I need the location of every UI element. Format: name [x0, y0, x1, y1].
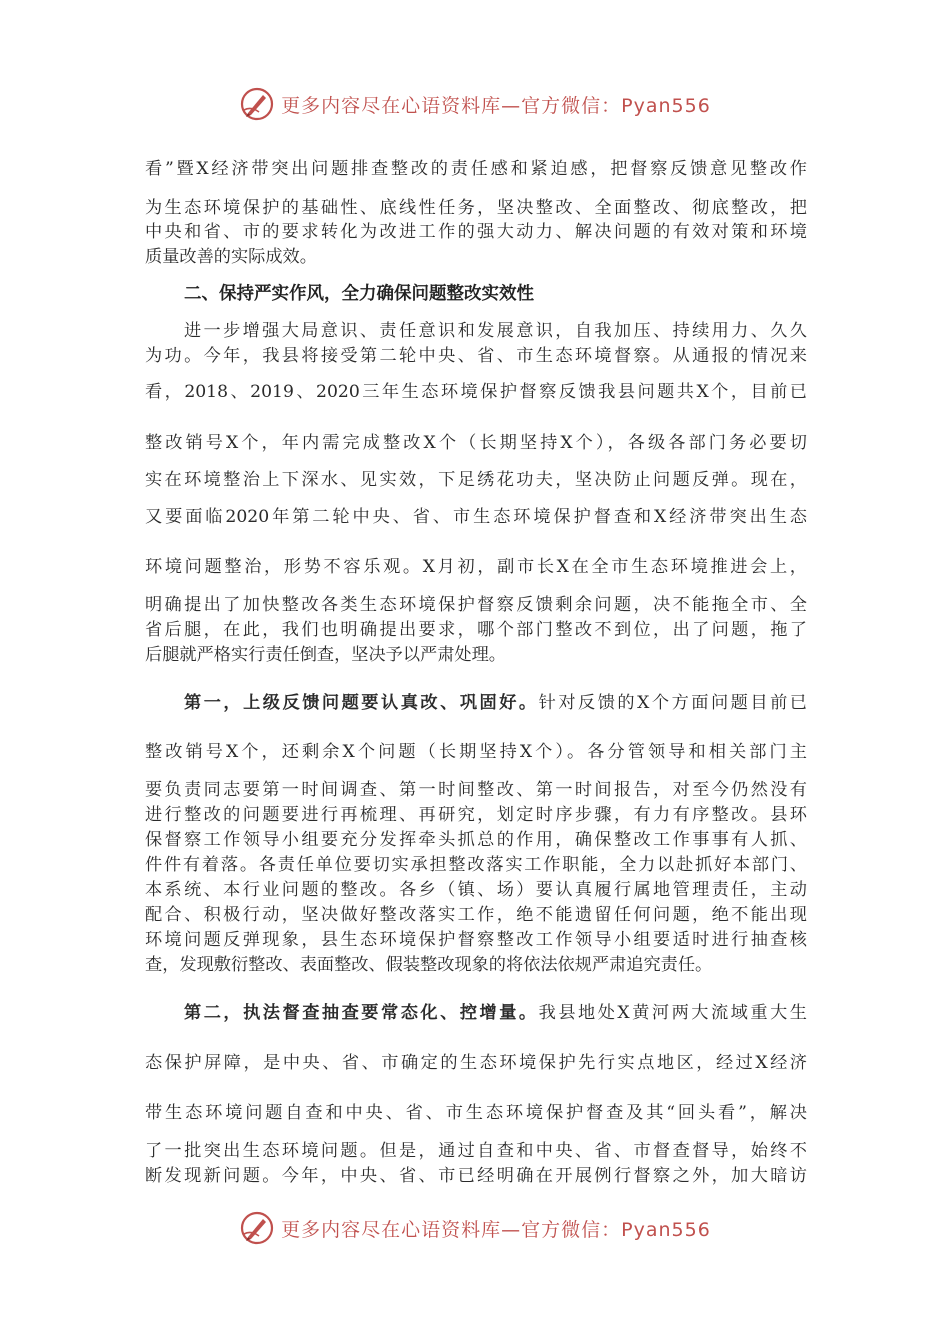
text-line: 带生态环境问题自查和中央、省、市生态环境保护督查及其“回头看”，解决	[145, 1103, 807, 1123]
pen-logo-icon	[239, 1210, 275, 1246]
text-line: 要负责同志要第一时间调查、第一时间整改、第一时间报告，对至今仍然没有	[145, 780, 807, 800]
header-banner	[0, 84, 950, 124]
text-line: 明确提出了加快整改各类生态环境保护督察反馈剩余问题，决不能拖全市、全	[145, 595, 807, 615]
text-line: 配合、积极行动，坚决做好整改落实工作，绝不能遗留任何问题，绝不能出现	[145, 905, 807, 925]
text-line: 后腿就严格实行责任倒查，坚决予以严肃处理。	[145, 645, 506, 665]
text-line: 质量改善的实际成效。	[145, 247, 317, 267]
text-line: 环境问题整治，形势不容乐观。X月初，副市长X在全市生态环境推进会上，	[145, 557, 807, 577]
text-line: 断发现新问题。今年，中央、省、市已经明确在开展例行督察之外，加大暗访	[145, 1166, 807, 1186]
lead-phrase: 第一，上级反馈问题要认真改、巩固好。	[184, 693, 539, 713]
text-line: 又要面临2020年第二轮中央、省、市生态环境保护督查和X经济带突出生态	[145, 507, 807, 527]
text-line: 为功。今年，我县将接受第二轮中央、省、市生态环境督察。从通报的情况来	[145, 346, 807, 366]
text-line: 看”暨X经济带突出问题排查整改的责任感和紧迫感，把督察反馈意见整改作	[145, 159, 807, 179]
text-line: 本系统、本行业问题的整改。各乡（镇、场）要认真履行属地管理责任，主动	[145, 880, 807, 900]
text-line: 环境问题反弹现象，县生态环境保护督察整改工作领导小组要适时进行抽查核	[145, 930, 807, 950]
text-line: 中央和省、市的要求转化为改进工作的强大动力、解决问题的有效对策和环境	[145, 222, 807, 242]
text-line: 查，发现敷衍整改、表面整改、假装整改现象的将依法依规严肃追究责任。	[145, 955, 713, 975]
text-line: 进行整改的问题要进行再梳理、再研究，划定时序步骤，有力有序整改。县环	[145, 805, 807, 825]
text-line: 了一批突出生态环境问题。但是，通过自查和中央、省、市督查督导，始终不	[145, 1141, 807, 1161]
text-line: 件件有着落。各责任单位要切实承担整改落实工作职能，全力以赴抓好本部门、	[145, 855, 807, 875]
paragraph-lead-line	[184, 1001, 807, 1025]
text-line: 看，2018、2019、2020三年生态环境保护督察反馈我县问题共X个，目前已	[145, 382, 807, 402]
pen-logo-icon	[239, 86, 275, 122]
banner-text: 更多内容尽在心语资料库—官方微信：Pyan556	[281, 1218, 711, 1241]
text-line: 为生态环境保护的基础性、底线性任务，坚决整改、全面整改、彻底整改，把	[145, 198, 807, 218]
lead-rest: 针对反馈的X个方面问题目前已	[538, 693, 807, 713]
banner-text: 更多内容尽在心语资料库—官方微信：Pyan556	[281, 94, 711, 117]
text-line: 整改销号X个，年内需完成整改X个（长期坚持X个），各级各部门务必要切	[145, 433, 807, 453]
text-line: 保督察工作领导小组要充分发挥牵头抓总的作用，确保整改工作事事有人抓、	[145, 830, 807, 850]
paragraph-lead-line	[184, 691, 807, 715]
text-line: 整改销号X个，还剩余X个问题（长期坚持X个）。各分管领导和相关部门主	[145, 742, 807, 762]
text-line: 态保护屏障，是中央、省、市确定的生态环境保护先行实点地区，经过X经济	[145, 1053, 807, 1073]
text-line: 省后腿，在此，我们也明确提出要求，哪个部门整改不到位，出了问题，拖了	[145, 620, 807, 640]
text-line: 进一步增强大局意识、责任意识和发展意识，自我加压、持续用力、久久	[184, 321, 807, 341]
lead-rest: 我县地处X黄河两大流域重大生	[538, 1003, 807, 1023]
footer-banner	[0, 1208, 950, 1248]
section-heading: 二、保持严实作风，全力确保问题整改实效性	[184, 284, 534, 304]
text-line: 实在环境整治上下深水、见实效，下足绣花功夫，坚决防止问题反弹。现在，	[145, 470, 807, 490]
lead-phrase: 第二，执法督查抽查要常态化、控增量。	[184, 1003, 539, 1023]
